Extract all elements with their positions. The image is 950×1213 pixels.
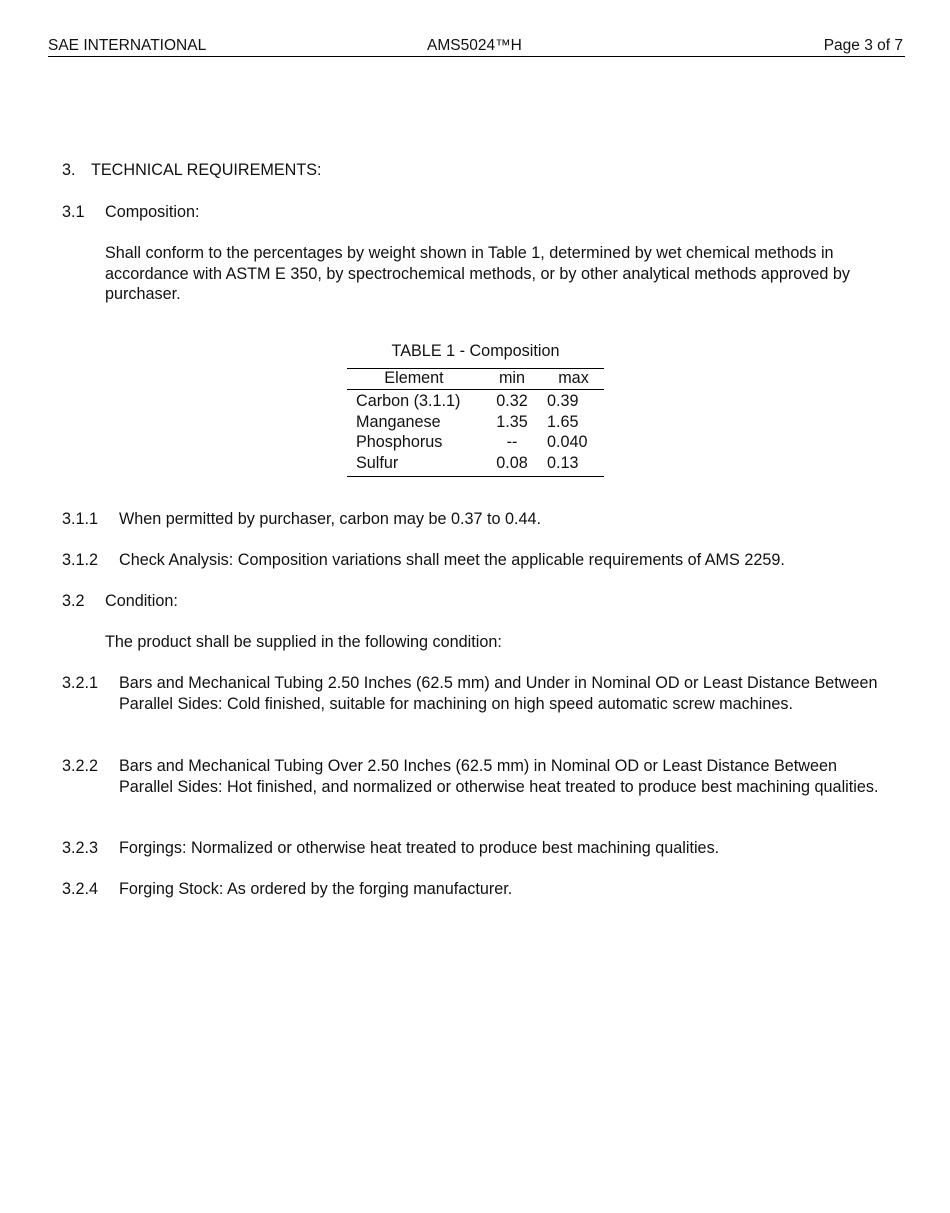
section-3-title: TECHNICAL REQUIREMENTS: (91, 161, 322, 179)
table-row (347, 390, 604, 412)
element-cell: Phosphorus (356, 433, 443, 451)
table-header-row (347, 369, 604, 390)
section-3-number: 3. (62, 161, 76, 179)
element-cell: Manganese (356, 412, 441, 431)
header-organization: SAE INTERNATIONAL (48, 37, 207, 54)
section-3-1-1-number: 3.1.1 (62, 510, 99, 528)
section-3-1-title: Composition: (105, 203, 200, 221)
section-3-2-4-number: 3.2.4 (62, 880, 99, 898)
column-header-min: min (481, 369, 543, 390)
table-1-caption: TABLE 1 - Composition (391, 342, 560, 360)
min-cell: -- (506, 433, 518, 451)
section-3-2-text: The product shall be supplied in the following condition: (105, 633, 502, 651)
header-document-id: AMS5024™H (427, 37, 522, 54)
page-header (48, 36, 905, 57)
composition-table (347, 368, 604, 477)
min-cell: 0.08 (496, 453, 528, 472)
section-3-1-1-text: When permitted by purchaser, carbon may be 0.37 to 0.44. (119, 510, 542, 528)
max-cell: 0.13 (547, 453, 579, 472)
section-3-2-title: Condition: (105, 592, 178, 610)
section-3-2-2-text: Bars and Mechanical Tubing Over 2.50 Inches (62.5 mm) in Nominal OD or Least Distance Between Parallel Sides: Hot finished, and normalized or otherwise heat treated to produce best machining qualities. (119, 757, 879, 796)
section-3-2-1-number: 3.2.1 (62, 674, 99, 692)
min-cell: 0.32 (496, 392, 528, 410)
section-3-1-2-text: Check Analysis: Composition variations shall meet the applicable requirements of AMS 2259. (119, 551, 785, 569)
section-3-2-number: 3.2 (62, 592, 85, 610)
max-cell: 1.65 (547, 412, 579, 431)
section-3-1-text: Shall conform to the percentages by weight shown in Table 1, determined by wet chemical methods in accordance with ASTM E 350, by spectrochemical methods, or by other analytical methods approved by purchaser. (105, 244, 851, 304)
column-header-element: Element (347, 369, 481, 390)
section-3-2-3-text: Forgings: Normalized or otherwise heat treated to produce best machining qualities. (119, 839, 720, 857)
section-3-1-2-number: 3.1.2 (62, 551, 99, 569)
max-cell: 0.39 (547, 392, 579, 410)
section-3-2-4-text: Forging Stock: As ordered by the forging manufacturer. (119, 880, 513, 898)
section-3-2-2-number: 3.2.2 (62, 757, 99, 775)
section-3-2-1-text: Bars and Mechanical Tubing 2.50 Inches (62.5 mm) and Under in Nominal OD or Least Distance Between Parallel Sides: Cold finished, suitable for machining on high speed automatic screw machines. (119, 674, 878, 713)
section-3-1-number: 3.1 (62, 203, 85, 221)
table-row (347, 453, 604, 477)
element-cell: Sulfur (356, 453, 399, 472)
element-cell: Carbon (3.1.1) (356, 392, 461, 410)
table-row (347, 412, 604, 433)
section-3-2-3-number: 3.2.3 (62, 839, 99, 857)
header-page-number: Page 3 of 7 (823, 37, 903, 54)
column-header-max: max (543, 369, 604, 390)
table-row (347, 432, 604, 453)
max-cell: 0.040 (547, 433, 588, 451)
min-cell: 1.35 (496, 412, 528, 431)
